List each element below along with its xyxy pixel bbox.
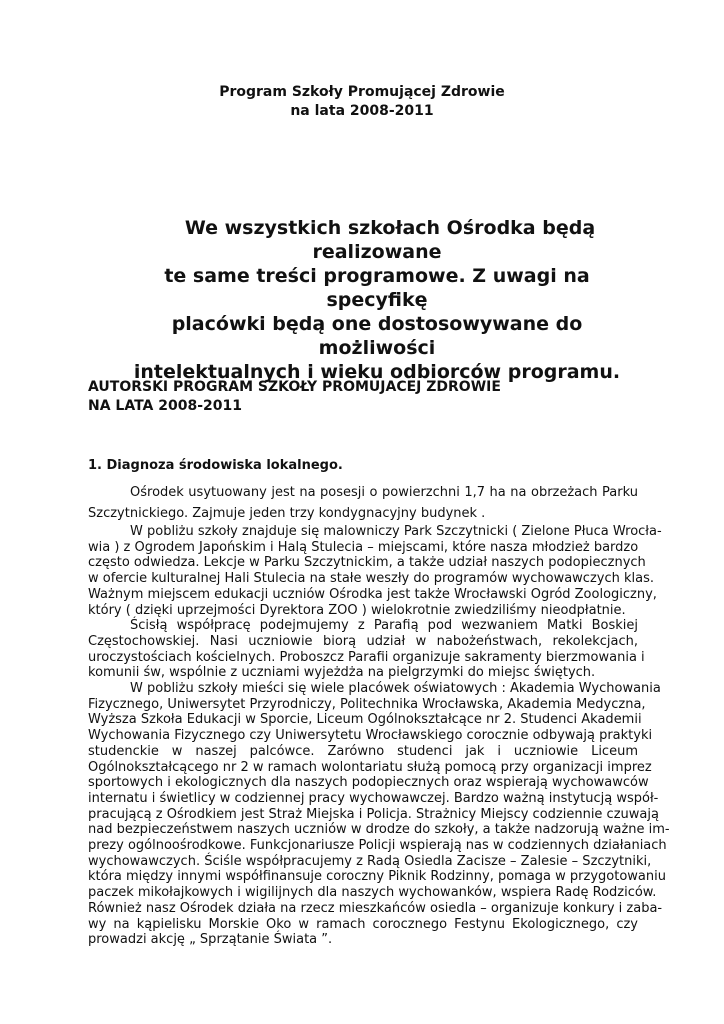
body-line: Wyższa Szkoła Edukacji w Sporcie, Liceum Ogólnokształcące nr 2. Studenci Akademii (88, 712, 642, 728)
body-line: Również nasz Ośrodek działa na rzecz mieszkańców osiedla – organizuje konkury i zaba- (88, 900, 663, 916)
body-line: prowadzi akcję „ Sprzątanie Świata ”. (88, 932, 333, 948)
body-line: Ścisłą współpracę podejmujemy z Parafią pod wezwaniem Matki Boskiej (130, 618, 638, 634)
document-title-line1: Program Szkoły Promującej Zdrowie (219, 84, 505, 100)
body-line: wy na kąpielisku Morskie Oko w ramach corocznego Festynu Ekologicznego, czy (88, 916, 638, 932)
intro-line: We wszystkich szkołach Ośrodka będą realizowane (184, 217, 596, 263)
body-line: nad bezpieczeństwem naszych uczniów w drodze do szkoły, a także nadzorują ważne im- (88, 822, 670, 838)
body-line: która między innymi współfinansuje coroczny Piknik Rodzinny, pomaga w przygotowaniu (88, 869, 666, 885)
body-line: prezy ogólnoośrodkowe. Funkcjonariusze Policji wspierają nas w codziennych działaniach (88, 838, 667, 854)
body-line: który ( dzięki uprzejmości Dyrektora ZOO ) wielokrotnie zwiedziliśmy nieodpłatnie. (88, 602, 626, 618)
program-heading-line2: NA LATA 2008-2011 (88, 398, 243, 414)
intro-line: placówki będą one dostosowywane do możliwości (171, 313, 583, 359)
body-line: często odwiedza. Lekcje w Parku Szczytnickim, a także udział naszych podopiecznych (88, 555, 646, 571)
body-line: Szczytnickiego. Zajmuje jeden trzy kondygnacyjny budynek . (88, 506, 486, 521)
intro-line: intelektualnych i wieku odbiorców programu. (133, 361, 621, 383)
body-line: studenckie w naszej palcówce. Zarówno studenci jak i uczniowie Liceum (88, 743, 638, 759)
body-line: wia ) z Ogrodem Japońskim i Halą Stulecia – miejscami, które nasza młodzież bardzo (88, 539, 639, 555)
body-line: sportowych i ekologicznych dla naszych podopiecznych oraz wspierają wychowawców (88, 775, 649, 791)
section-body (88, 482, 670, 948)
body-line: pracującą z Ośrodkiem jest Straż Miejska i Policja. Strażnicy Miejscy codziennie czuwają (88, 806, 659, 822)
intro-line: te same treści programowe. Z uwagi na specyfikę (164, 265, 590, 311)
body-line: Częstochowskiej. Nasi uczniowie biorą udział w nabożeństwach, rekolekcjach, (88, 633, 638, 649)
body-line: uroczystościach kościelnych. Proboszcz Parafii organizuje sakramenty bierzmowania i (88, 649, 645, 665)
body-line: paczek mikołajkowych i wigilijnych dla naszych wychowanków, wspiera Radę Rodziców. (88, 885, 657, 901)
body-line: W pobliżu szkoły znajduje się malowniczy Park Szczytnicki ( Zielone Płuca Wrocła- (130, 524, 662, 539)
body-line: komunii św, wspólnie z uczniami wyjeżdża na pielgrzymki do miejsc świętych. (88, 665, 596, 681)
body-line: wychowawczych. Ściśle współpracujemy z Radą Osiedla Zacisze – Zalesie – Szczytniki, (88, 853, 652, 869)
body-line: Ośrodek usytuowany jest na posesji o powierzchni 1,7 ha na obrzeżach Parku (130, 485, 638, 500)
body-line: Ogólnokształcącego nr 2 w ramach wolontariatu służą pomocą przy organizacji imprez (88, 759, 652, 775)
document-title-line2: na lata 2008-2011 (290, 103, 434, 119)
body-line: internatu i świetlicy w codziennej pracy wychowawczej. Bardzo ważną instytucją współ- (88, 790, 659, 806)
body-line: W pobliżu szkoły mieści się wiele placówek oświatowych : Akademia Wychowania (130, 681, 661, 697)
body-line: Wychowania Fizycznego czy Uniwersytetu Wrocławskiego corocznie odbywają praktyki (88, 728, 653, 744)
intro-statement (112, 216, 642, 384)
section-title: 1. Diagnoza środowiska lokalnego. (88, 458, 343, 473)
body-line: w ofercie kulturalnej Hali Stulecia na stałe weszły do programów wychowawczych klas. (88, 571, 655, 587)
body-line: Fizycznego, Uniwersytet Przyrodniczy, Politechnika Wrocławska, Akademia Medyczna, (88, 696, 646, 712)
body-line: Ważnym miejscem edukacji uczniów Ośrodka jest także Wrocławski Ogród Zoologiczny, (88, 586, 657, 602)
program-heading-line1: AUTORSKI PROGRAM SZKOŁY PROMUJACEJ ZDROWIE (88, 379, 501, 395)
